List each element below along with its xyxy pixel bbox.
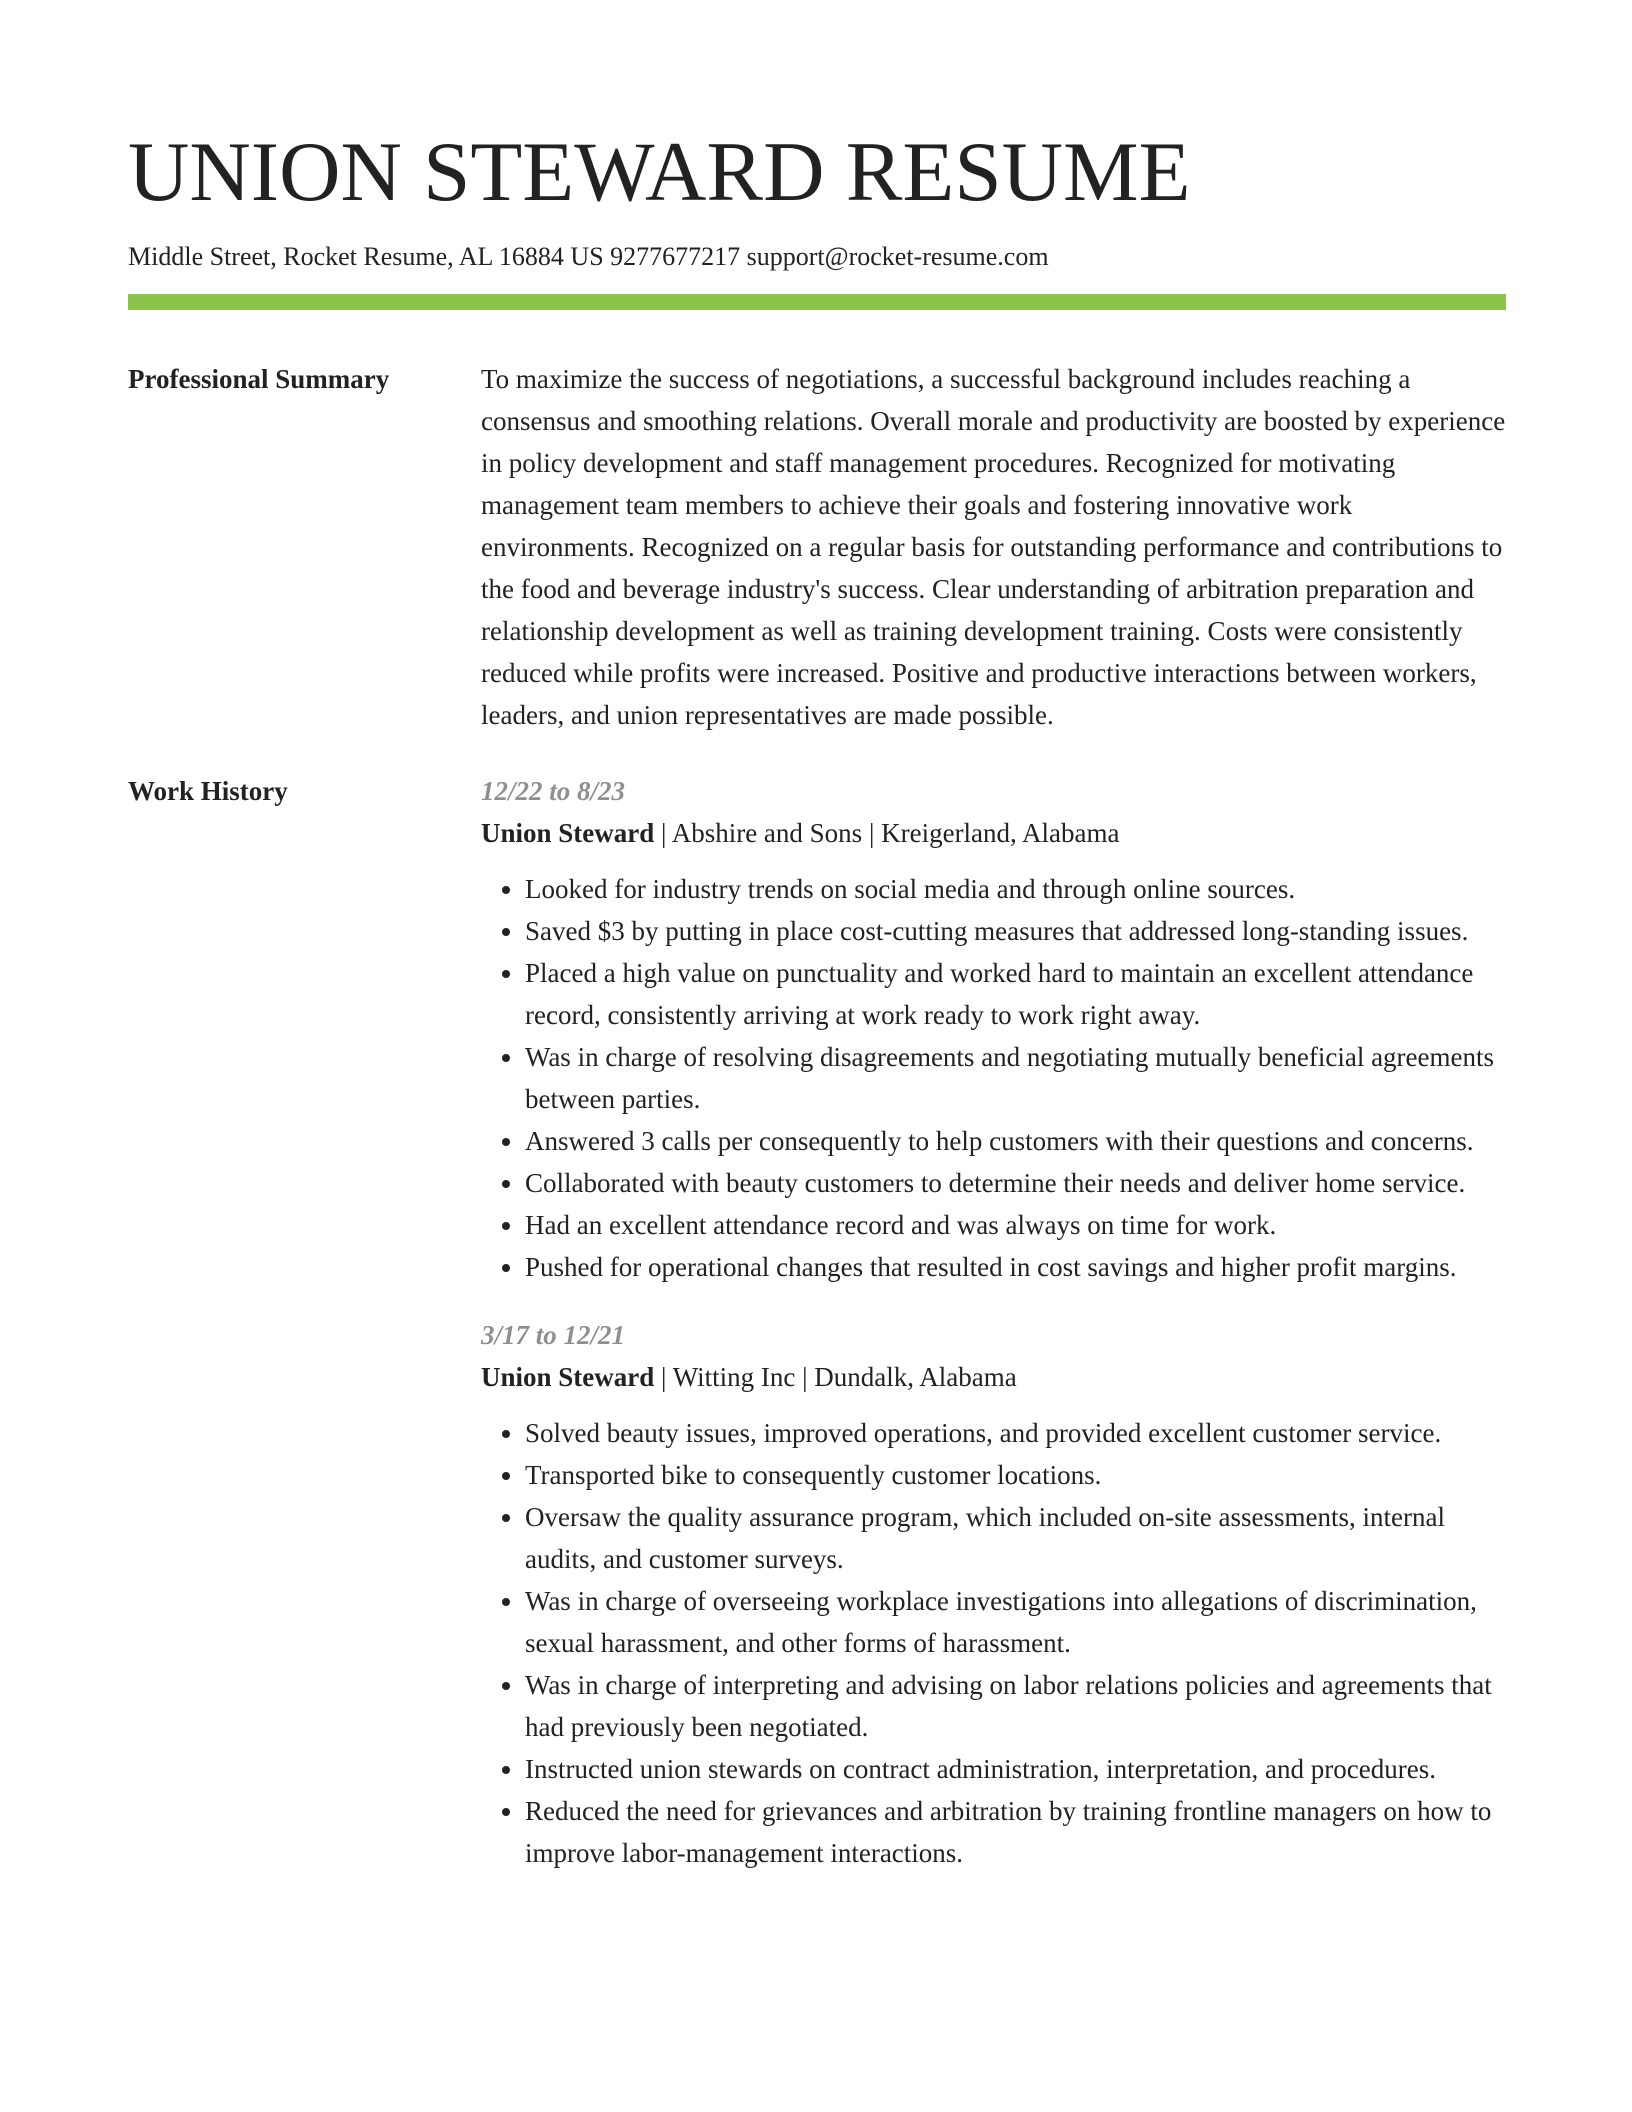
job-bullet: • Reduced the need for grievances and arbitration by training frontline managers on how to improve labor-management interactions. [525, 1790, 1506, 1874]
accent-divider [128, 294, 1506, 310]
job-heading [481, 812, 1506, 854]
work-history-section [128, 770, 1506, 1874]
resume-page [128, 0, 1506, 1874]
job-bullet-list [481, 1412, 1506, 1874]
job-bullet: • Instructed union stewards on contract administration, interpretation, and procedures. [525, 1748, 1506, 1790]
job-separator: | [654, 1362, 673, 1392]
job-bullet: • Solved beauty issues, improved operations, and provided excellent customer service. [525, 1412, 1506, 1454]
job-bullet: • Oversaw the quality assurance program, which included on-site assessments, internal audits, and customer surveys. [525, 1496, 1506, 1580]
job-bullet: • Was in charge of interpreting and advising on labor relations policies and agreements that had previously been negotiated. [525, 1664, 1506, 1748]
job-bullet: • Was in charge of overseeing workplace investigations into allegations of discrimination, sexual harassment, and other forms of harassment. [525, 1580, 1506, 1664]
job-title: Union Steward [481, 818, 655, 848]
job-separator: | [654, 818, 672, 848]
job-company: Abshire and Sons [671, 818, 863, 848]
resume-title: UNION STEWARD RESUME [128, 125, 1191, 219]
job-bullet: • Looked for industry trends on social media and through online sources. [525, 868, 1506, 910]
summary-text: To maximize the success of negotiations, a successful background includes reaching a consensus and smoothing relations. Overall morale and productivity are boosted by experience in policy development and staff management procedures. Recognized for motivating management team members to achieve their goals and fostering innovative work environments. Recognized on a regular basis for outstanding performance and contributions to the food and beverage industry's success. Clear understanding of arbitration preparation and relationship development as well as training development training. Costs were consistently reduced while profits were increased. Positive and productive interactions between workers, leaders, and union representatives are made possible. [481, 364, 1506, 730]
job-bullet: • Answered 3 calls per consequently to help customers with their questions and concerns. [525, 1120, 1506, 1162]
professional-summary-section [128, 358, 1506, 736]
job-bullet-list [481, 868, 1506, 1288]
job-bullet: • Collaborated with beauty customers to determine their needs and deliver home service. [525, 1162, 1506, 1204]
job-separator: | [862, 818, 882, 848]
section-label-work-history: Work History [128, 776, 288, 806]
job-bullet: • Pushed for operational changes that resulted in cost savings and higher profit margins. [525, 1246, 1506, 1288]
job-bullet: • Placed a high value on punctuality and worked hard to maintain an excellent attendance record, consistently arriving at work ready to work right away. [525, 952, 1506, 1036]
job-bullet: • Had an excellent attendance record and was always on time for work. [525, 1204, 1506, 1246]
job-entry [481, 770, 1506, 1288]
job-location: Kreigerland, Alabama [881, 818, 1120, 848]
job-location: Dundalk, Alabama [814, 1362, 1017, 1392]
job-heading [481, 1356, 1506, 1398]
job-entry [481, 1314, 1506, 1874]
job-separator: | [795, 1362, 815, 1392]
job-company: Witting Inc [672, 1362, 796, 1392]
work-history-body [481, 770, 1506, 1874]
section-label-summary: Professional Summary [128, 364, 390, 394]
summary-body [481, 358, 1506, 736]
job-title: Union Steward [481, 1362, 655, 1392]
contact-line: Middle Street, Rocket Resume, AL 16884 US 9277677217 support@rocket-resume.com [128, 242, 1049, 271]
job-dates: 12/22 to 8/23 [481, 776, 626, 806]
job-bullet: • Transported bike to consequently customer locations. [525, 1454, 1506, 1496]
job-bullet: • Saved $3 by putting in place cost-cutting measures that addressed long-standing issues. [525, 910, 1506, 952]
job-dates: 3/17 to 12/21 [481, 1320, 626, 1350]
job-bullet: • Was in charge of resolving disagreements and negotiating mutually beneficial agreements between parties. [525, 1036, 1506, 1120]
